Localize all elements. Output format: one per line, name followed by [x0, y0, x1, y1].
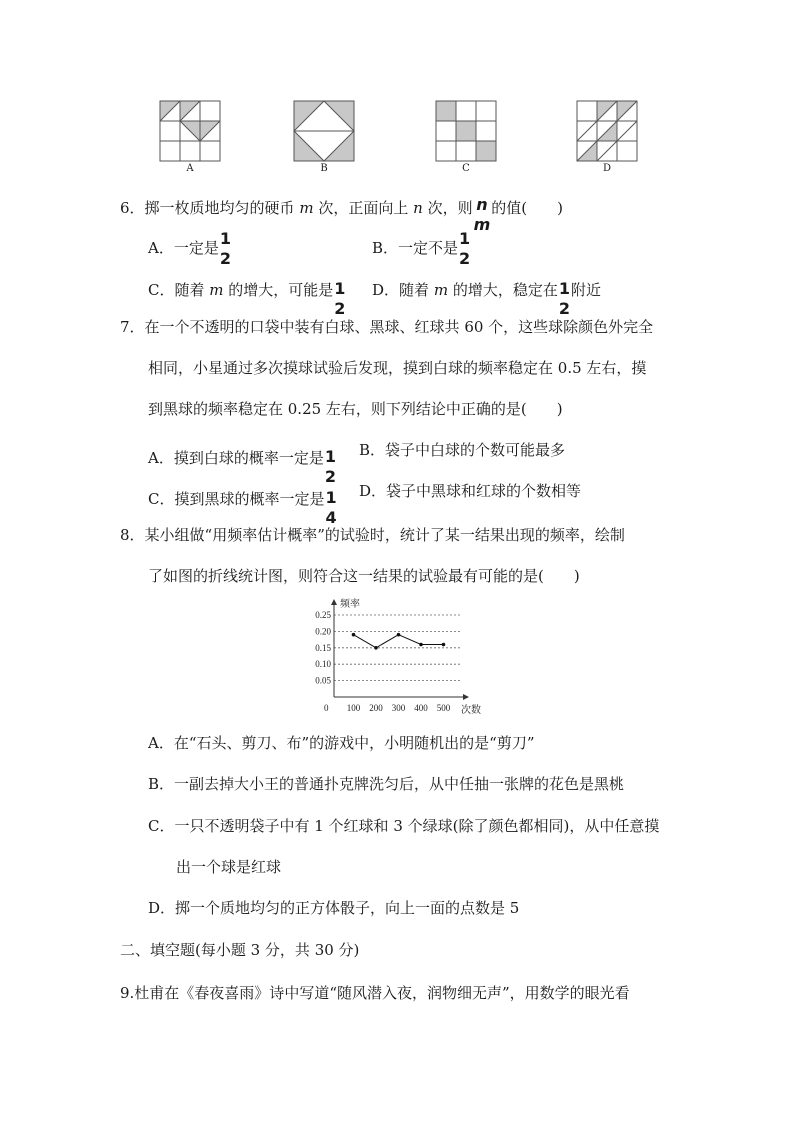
frac-den: 2	[558, 299, 570, 318]
q6-option-d-text-b: 的增大，稳定在	[452, 281, 558, 299]
q6-frac-num: n	[476, 195, 488, 214]
q6-option-a-fraction	[220, 230, 231, 268]
q6-stem-c: 次，则	[427, 199, 473, 217]
figure-c-shade-3	[476, 141, 496, 161]
chart-y-tick-label: 0.20	[315, 626, 331, 637]
chart-y-label: 频率	[340, 599, 360, 610]
q6-option-d-text-a: D．随着	[372, 281, 430, 299]
chart-x-tick-label: 300	[391, 703, 406, 713]
q6-option-d[interactable]	[372, 272, 601, 318]
chart-x-tick-label: 200	[369, 703, 383, 713]
figure-row	[0, 95, 794, 180]
q6-option-d-var-m: m	[433, 281, 449, 299]
frac-den: 4	[325, 508, 337, 527]
q6-option-d-text-c: 附近	[570, 281, 601, 299]
frac-num: 1	[324, 447, 336, 466]
q6-option-a[interactable]	[148, 230, 232, 268]
q6-option-c-var-m: m	[209, 281, 224, 299]
figure-a-label: A	[186, 163, 194, 174]
chart-series-line	[354, 635, 444, 648]
chart-x-label: 次数	[461, 705, 481, 716]
q8-option-d[interactable]: D．掷一个质地均匀的正方体骰子，向上一面的点数是 5	[148, 899, 520, 917]
figure-d-label: D	[602, 163, 612, 174]
q6-option-b[interactable]	[372, 230, 471, 268]
chart-y-tick-label: 0.25	[315, 610, 331, 620]
q6-stem-b: 次，正面向上	[318, 199, 409, 217]
section-2-heading: 二、填空题(每小题 3 分，共 30 分)	[120, 941, 360, 959]
frac-num: 1	[558, 279, 570, 298]
chart-data-point	[419, 643, 423, 647]
chart-x-tick-label: 500	[436, 703, 451, 713]
chart-origin-label: 0	[324, 703, 329, 713]
figure-c	[436, 101, 496, 161]
chart-y-tick-label: 0.10	[315, 659, 331, 670]
q6-option-d-fraction	[559, 280, 570, 318]
q7-option-d[interactable]: D．袋子中黑球和红球的个数相等	[359, 482, 582, 500]
q6-fraction-n-over-m	[474, 196, 491, 234]
q6-option-a-text: A．一定是	[148, 239, 219, 257]
chart-series	[352, 633, 446, 650]
q8-line-2: 了如图的折线统计图，则符合这一结果的试验最有可能的是( )	[148, 567, 580, 585]
q7-line-3: 到黑球的频率稳定在 0.25 左右，则下列结论中正确的是( )	[148, 400, 563, 418]
frac-den: 2	[334, 299, 346, 318]
frac-num: 1	[459, 229, 471, 248]
q6-stem-a: 6．掷一枚质地均匀的硬币	[120, 199, 295, 217]
q6-var-m: m	[299, 199, 314, 217]
chart-data-point	[352, 633, 356, 637]
chart-x-ticks	[347, 703, 451, 713]
q7-option-c-text: C．摸到黑球的概率一定是	[148, 490, 325, 508]
q8-option-b[interactable]: B．一副去掉大小王的普通扑克牌洗匀后，从中任抽一张牌的花色是黑桃	[148, 775, 625, 793]
chart-data-point	[442, 643, 446, 647]
q7-line-1: 7．在一个不透明的口袋中装有白球、黑球、红球共 60 个，这些球除颜色外完全	[120, 318, 654, 336]
chart-y-tick-label: 0.15	[315, 642, 331, 653]
q6-option-c-text-a: C．随着	[148, 281, 205, 299]
figure-c-label: C	[462, 163, 470, 174]
chart-x-tick-label: 100	[346, 703, 361, 713]
q6-option-c[interactable]	[148, 272, 346, 318]
q6-frac-den: m	[473, 215, 491, 234]
frequency-line-chart	[300, 595, 500, 720]
q6-option-c-fraction	[334, 280, 345, 318]
chart-y-ticks	[315, 610, 331, 686]
q6-option-b-text: B．一定不是	[372, 239, 459, 257]
figure-c-shade-1	[436, 101, 456, 121]
chart-y-tick-label: 0.05	[315, 675, 331, 686]
chart-data-point	[397, 633, 401, 637]
frac-num: 1	[334, 279, 346, 298]
q7-option-a-text: A．摸到白球的概率一定是	[148, 449, 324, 467]
frac-den: 2	[219, 249, 231, 268]
figure-b	[294, 101, 354, 161]
q8-line-1: 8．某小组做“用频率估计概率”的试验时，统计了某一结果出现的频率，绘制	[120, 526, 625, 544]
q8-option-c-line-2[interactable]: 出一个球是红球	[176, 858, 282, 876]
frac-num: 1	[325, 488, 337, 507]
figure-b-label: B	[320, 163, 328, 174]
q7-option-c[interactable]	[148, 481, 338, 527]
q6-var-n: n	[413, 199, 423, 217]
figure-c-shade-2	[456, 121, 476, 141]
q9-line-1: 9.杜甫在《春夜喜雨》诗中写道“随风潜入夜，润物细无声”，用数学的眼光看	[120, 984, 630, 1002]
frac-den: 2	[459, 249, 471, 268]
q8-option-a[interactable]: A．在“石头、剪刀、布”的游戏中，小明随机出的是“剪刀”	[148, 734, 535, 752]
figure-d	[577, 101, 637, 161]
q7-option-c-fraction	[325, 489, 336, 527]
chart-data-point	[374, 646, 378, 650]
q6-option-c-text-b: 的增大，可能是	[228, 281, 334, 299]
q8-option-c-line-1[interactable]: C．一只不透明袋子中有 1 个红球和 3 个绿球(除了颜色都相同)，从中任意摸	[148, 817, 660, 835]
q7-line-2: 相同，小星通过多次摸球试验后发现，摸到白球的频率稳定在 0.5 左右，摸	[148, 359, 647, 377]
q7-option-b[interactable]: B．袋子中白球的个数可能最多	[359, 441, 566, 459]
chart-x-tick-label: 400	[414, 703, 428, 713]
frac-num: 1	[219, 229, 231, 248]
figure-a	[160, 101, 220, 161]
q6-stem-d: 的值( )	[491, 199, 563, 217]
q6-option-b-fraction	[459, 230, 470, 268]
frac-den: 2	[324, 467, 336, 486]
chart-grid	[334, 615, 462, 681]
q6-stem	[120, 190, 563, 234]
q7-option-a[interactable]	[148, 440, 337, 486]
